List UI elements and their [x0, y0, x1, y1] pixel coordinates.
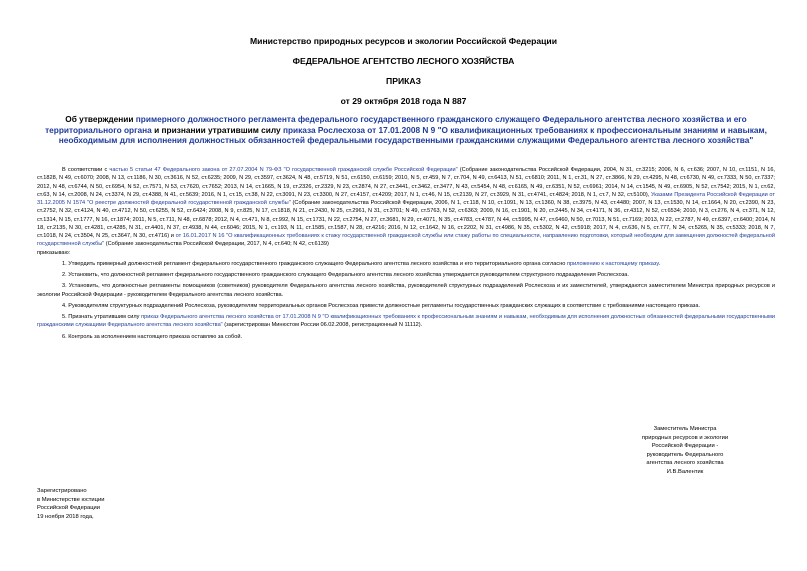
link-appendix[interactable]: приложению к настоящему приказу: [566, 260, 659, 267]
link-decree-1574[interactable]: Указами Президента Российской Федерации от 31.12.2005 N 1574 "О реестре должностей федеральной государственной гражданской службы": [37, 191, 775, 206]
preamble-text: (Собрание законодательства Российской Федерации, 2004, N 31, ст.3215; 2006, N 6, ст.636; 2007, N 10, ст.1151, N 16, ст.1828, N 49, ст.6070; 2008, N 13, ст.1186, N 30, ст.3616, N 52, ст.6235; 2009, N 29, ст.3597, ст.3624, N 48, ст.5719, N 51, ст.6150, ст.6159; 2010, N 5, ст.459, N 7, ст.704, N 49, ст.6413, N 51, ст.6810; 2011, N 1, ст.31, N 27, ст.3866, N 29, ст.4295, N 48, ст.6730, N 49, ст.7333, N 50, ст.7337; 2012, N 48, ст.6744, N 50, ст.6954, N 52, ст.7571, N 53, ст.7620, ст.7652; 2013, N 14, ст.1665, N 19, ст.2326, ст.2329, N 23, ст.2874, N 27, ст.3441, ст.3462, ст.3477, N 43, ст.5454, N 48, ст.6165, N 49, ст.6351, N 52, ст.6961; 2014, N 14, ст.1545, N 49, ст.6905, N 52, ст.7542; 2015, N 1, ст.62, ст.63, N 14, ст.2008, N 24, ст.3374, N 29, ст.4388, N 41, ст.5639; 2016, N 1, ст.15, ст.38, N 22, ст.3091, N 23, ст.3300, N 27, ст.4157, ст.4209; 2017, N 1, ст.46, N 15, ст.2139, N 27, ст.3929, N 31, ст.4741, ст.4824; 2018, N 1, ст.7, N 32, ст.5100),: [37, 167, 775, 198]
preamble-paragraph: [37, 166, 775, 249]
item-5: [37, 313, 775, 330]
registration-line: 19 ноября 2018 года,: [37, 513, 94, 520]
title-link-regulation[interactable]: примерного должностного регламента федерального государственного гражданского служащего Федерального агентства лесного хозяйства и его территориального органа: [45, 114, 747, 135]
link-order-9[interactable]: приказ Федерального агентства лесного хозяйства от 17.01.2008 N 9 "О квалификационных требованиях к профессиональным знаниям и навыкам, необходимым для исполнения должностных обязанностей федеральными государственными гражданскими служащими Федерального агентства лесного хозяйства": [37, 314, 775, 329]
link-decree-16[interactable]: от 16.01.2017 N 16 "О квалификационных требованиях к стажу государственной гражданской службы или стажу работы по специальности, направлению подготовки, который необходим для замещения должностей федеральной государственной службы": [37, 233, 776, 248]
document-body: [37, 166, 775, 341]
title-text: Об утверждении: [65, 114, 136, 124]
item-text: 1. Утвердить примерный должностной регламент федерального государственного гражданского служащего Федерального агентства лесного хозяйства и его территориального органа согласно: [62, 260, 567, 267]
agency-heading: ФЕДЕРАЛЬНОЕ АГЕНТСТВО ЛЕСНОГО ХОЗЯЙСТВА: [292, 56, 515, 66]
item-text: (зарегистрирован Минюстом России 06.02.2008, регистрационный N 11112).: [222, 322, 423, 329]
item-2: 2. Установить, что должностной регламент федерального государственного гражданского служащего Федерального агентства лесного хозяйства утверждается руководителем структурного подразделения Рослесхоза.: [62, 272, 629, 278]
item-text: 5. Признать утратившим силу: [62, 314, 142, 320]
signature-line: Российской Федерации -: [651, 443, 719, 450]
doc-type-heading: ПРИКАЗ: [386, 76, 421, 86]
signature-name: И.В.Валентик: [666, 468, 704, 475]
registration-line: Зарегистрировано: [37, 488, 87, 494]
item-1: [37, 260, 775, 268]
signature-line: руководитель Федерального: [646, 451, 724, 458]
item-3: 3. Установить, что должностные регламенты помощников (советников) руководителя Федерального агентства лесного хозяйства, руководителей структурных подразделений Рослесхоза и их заместителей, утверждаются заместителем Министра природных ресурсов и экологии Российской Федерации - руководителем Федерального агентства лесного хозяйства.: [37, 283, 775, 298]
item-6: 6. Контроль за исполнением настоящего приказа оставляю за собой.: [62, 333, 243, 340]
registration-block: [37, 487, 197, 521]
order-word: приказываю:: [37, 249, 71, 256]
item-text: .: [658, 260, 661, 267]
item-4: 4. Руководителям структурных подразделений Рослесхоза, руководителям территориальных органов Рослесхоза привести должностные регламенты государственных гражданских служащих в соответствие с требованиями настоящего приказа.: [62, 302, 701, 309]
title-link-repealed-order[interactable]: приказа Рослесхоза от 17.01.2008 N 9 "О квалификационных требованиях к профессиональным знаниям и навыкам, необходимым для исполнения должностных обязанностей федеральными государственными гражданскими служащими Федерального агентства лесного хозяйства": [58, 124, 767, 146]
preamble-text: В соответствии с: [62, 167, 110, 173]
preamble-text: (Собрание законодательства Российской Федерации, 2017, N 4, ст.640; N 42, ст.6139): [104, 241, 329, 248]
signature-line: Заместитель Министра: [653, 426, 717, 432]
date-number: от 29 октября 2018 года N 887: [340, 96, 467, 106]
registration-line: в Министерстве юстиции: [37, 496, 105, 503]
title-text: и признании утратившим силу: [151, 124, 283, 135]
signature-line: агентства лесного хозяйства: [646, 460, 724, 467]
registration-line: Российской Федерации: [37, 505, 101, 512]
preamble-text: (Собрание законодательства Российской Федерации, 2006, N 1, ст.118, N 10, ст.1091, N 13, ст.1360, N 38, ст.3975, N 43, ст.4480; 2007, N 13, ст.1530, N 14, ст.1664, N 20, ст.2390, N 23, ст.2752, N 32, ст.4124, N 40, ст.4712, N 50, ст.6255, N 52, ст.6424; 2008, N 9, ст.825, N 17, ст.1818, N 21, ст.2430, N 25, ст.2961, N 31, ст.3701; N 49, ст.5763, N 52, ст.6363; 2009, N 16, ст.1901, N 20, ст.2445, N 34, ст.4171, N 36, ст.4312, N 52, ст.6534; 2010, N 3, ст.276, N 4, ст.371, N 12, ст.1314, N 15, ст.1777, N 16, ст.1874; 2011, N 5, ст.711, N 48, ст.6878; 2012, N 4, ст.471, N 8, ст.992, N 15, ст.1731, N 22, ст.2754, N 27, ст.3681, N 29, ст.4071, N 35, ст.4783, ст.4787, N 44, ст.5995, N 47, ст.6460, N 50, ст.7013, N 51, ст.7169; 2013, N 22, ст.2787, N 49, ст.6397, ст.6400; 2014, N 18, ст.2135, N 30, ст.4281, ст.4285, N 31, ст.4401, N 37, ст.4938, N 44, ст.6046; 2015, N 1, ст.193, N 11, ст.1585, ст.1587, N 28, ст.4216; 2016, N 12, ст.1642, N 16, ст.2202, N 31, ст.4986, N 35, ст.5302, N 42, ст.5918; 2017, N 4, ст.636, N 5, ст.777, N 34, ст.5265, N 35, ст.5333; 2018, N 7, ст.1018, N 24, ст.3504, N 25, ст.3647, N 30, ст.4716) и: [37, 200, 776, 239]
signature-block: [590, 425, 780, 477]
link-federal-law-79[interactable]: частью 5 статьи 47 Федерального закона от 27.07.2004 N 79-ФЗ "О государственной гражданской службе Российской Федерации": [109, 167, 458, 173]
signature-line: природных ресурсов и экологии: [641, 434, 729, 441]
ministry-heading: Министерство природных ресурсов и экологии Российской Федерации: [250, 36, 557, 46]
document-title: [34, 114, 778, 146]
